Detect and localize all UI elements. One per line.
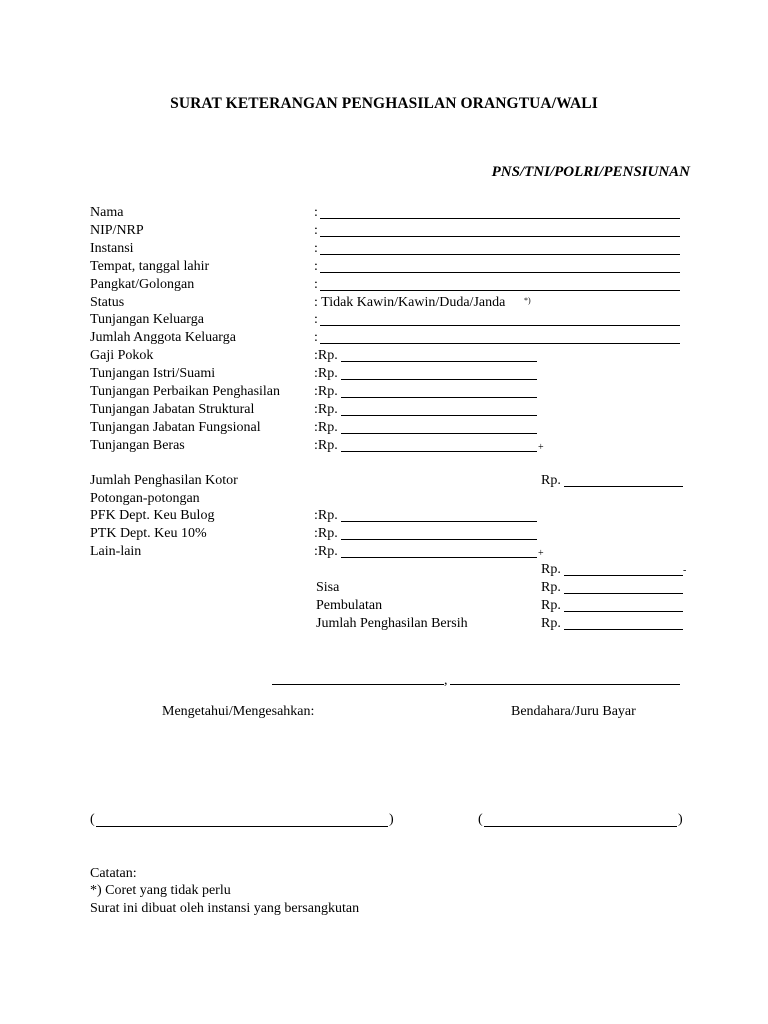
field-prefix: :Rp. <box>314 401 338 417</box>
field-input-line[interactable] <box>320 218 680 219</box>
right-sign-close-paren: ) <box>678 812 683 827</box>
field-prefix: : <box>314 240 318 256</box>
gross-income-prefix: Rp. <box>541 473 561 488</box>
deduction-prefix: :Rp. <box>314 543 338 559</box>
note-line: Surat ini dibuat oleh instansi yang bersangkutan <box>90 901 360 916</box>
deduction-prefix: :Rp. <box>314 508 338 523</box>
field-label: Instansi <box>90 240 134 256</box>
field-label: Pangkat/Golongan <box>90 276 195 292</box>
field-label: Tempat, tanggal lahir <box>90 258 210 274</box>
summary-label: Jumlah Penghasilan Bersih <box>316 615 468 631</box>
sum-operator: + <box>538 547 544 559</box>
deduction-total-prefix: Rp. <box>541 562 561 577</box>
deduction-input-line[interactable] <box>341 539 537 540</box>
field-prefix: : <box>314 222 318 238</box>
deduction-label: Lain-lain <box>90 543 142 559</box>
page-title: SURAT KETERANGAN PENGHASILAN ORANGTUA/WALI <box>170 95 598 112</box>
summary-input-line[interactable] <box>564 611 683 612</box>
deduction-input-line[interactable] <box>341 521 537 522</box>
right-signature-line[interactable] <box>484 826 677 827</box>
field-prefix: : <box>314 258 318 274</box>
field-prefix: :Rp. <box>314 366 338 382</box>
deductions-header: Potongan-potongan <box>90 490 200 506</box>
field-prefix: :Rp. <box>314 348 338 364</box>
place-line[interactable] <box>272 684 444 685</box>
field-label: Tunjangan Jabatan Struktural <box>90 401 255 417</box>
field-input-line[interactable] <box>320 290 680 291</box>
field-prefix: : <box>314 276 318 292</box>
field-label: Status <box>90 294 125 310</box>
deduction-label: PFK Dept. Keu Bulog <box>90 508 215 523</box>
gross-income-line[interactable] <box>564 486 683 487</box>
field-label: Tunjangan Perbaikan Penghasilan <box>90 384 281 399</box>
left-sign-open-paren: ( <box>90 812 95 827</box>
field-input-line[interactable] <box>320 343 680 344</box>
summary-prefix: Rp. <box>541 597 561 613</box>
summary-input-line[interactable] <box>564 629 683 630</box>
field-prefix: : <box>314 205 318 220</box>
right-sign-open-paren: ( <box>478 812 483 827</box>
field-label: Tunjangan Jabatan Fungsional <box>90 419 261 435</box>
left-sign-close-paren: ) <box>389 812 394 827</box>
field-input-line[interactable] <box>320 254 680 255</box>
sum-operator: + <box>538 441 544 453</box>
deduction-total-line[interactable] <box>564 575 683 576</box>
field-prefix: : <box>314 312 318 328</box>
difference-operator: - <box>683 565 687 576</box>
field-label: Tunjangan Istri/Suami <box>90 366 216 382</box>
deduction-label: PTK Dept. Keu 10% <box>90 525 207 541</box>
note-line: *) Coret yang tidak perlu <box>90 883 231 898</box>
field-input-line[interactable] <box>320 236 680 237</box>
field-input-line[interactable] <box>320 325 680 326</box>
amount-input-line[interactable] <box>341 451 537 452</box>
field-label: Nama <box>90 205 124 220</box>
amount-input-line[interactable] <box>341 361 537 362</box>
field-prefix: :Rp. <box>314 437 338 453</box>
summary-prefix: Rp. <box>541 580 561 595</box>
summary-label: Pembulatan <box>316 597 383 613</box>
field-label: Jumlah Anggota Keluarga <box>90 330 236 346</box>
summary-input-line[interactable] <box>564 593 683 594</box>
page-subtitle: PNS/TNI/POLRI/PENSIUNAN <box>491 164 690 180</box>
amount-input-line[interactable] <box>341 415 537 416</box>
approver-label: Mengetahui/Mengesahkan: <box>162 704 315 719</box>
treasurer-label: Bendahara/Juru Bayar <box>511 704 636 719</box>
field-label: Tunjangan Beras <box>90 437 185 453</box>
field-prefix: : Tidak Kawin/Kawin/Duda/Janda <box>314 294 506 310</box>
place-date-separator: , <box>444 673 448 688</box>
deduction-prefix: :Rp. <box>314 525 338 541</box>
field-prefix: :Rp. <box>314 419 338 435</box>
summary-prefix: Rp. <box>541 615 561 631</box>
amount-input-line[interactable] <box>341 379 537 380</box>
summary-label: Sisa <box>316 580 340 595</box>
notes-header: Catatan: <box>90 866 137 881</box>
field-label: Gaji Pokok <box>90 348 154 364</box>
date-line[interactable] <box>450 684 680 685</box>
field-prefix: : <box>314 330 318 346</box>
footnote-marker: *) <box>524 295 531 305</box>
field-label: NIP/NRP <box>90 222 144 238</box>
field-prefix: :Rp. <box>314 384 338 399</box>
field-input-line[interactable] <box>320 272 680 273</box>
deduction-input-line[interactable] <box>341 557 537 558</box>
gross-income-label: Jumlah Penghasilan Kotor <box>90 473 238 488</box>
amount-input-line[interactable] <box>341 433 537 434</box>
left-signature-line[interactable] <box>96 826 388 827</box>
field-label: Tunjangan Keluarga <box>90 312 204 328</box>
amount-input-line[interactable] <box>341 397 537 398</box>
